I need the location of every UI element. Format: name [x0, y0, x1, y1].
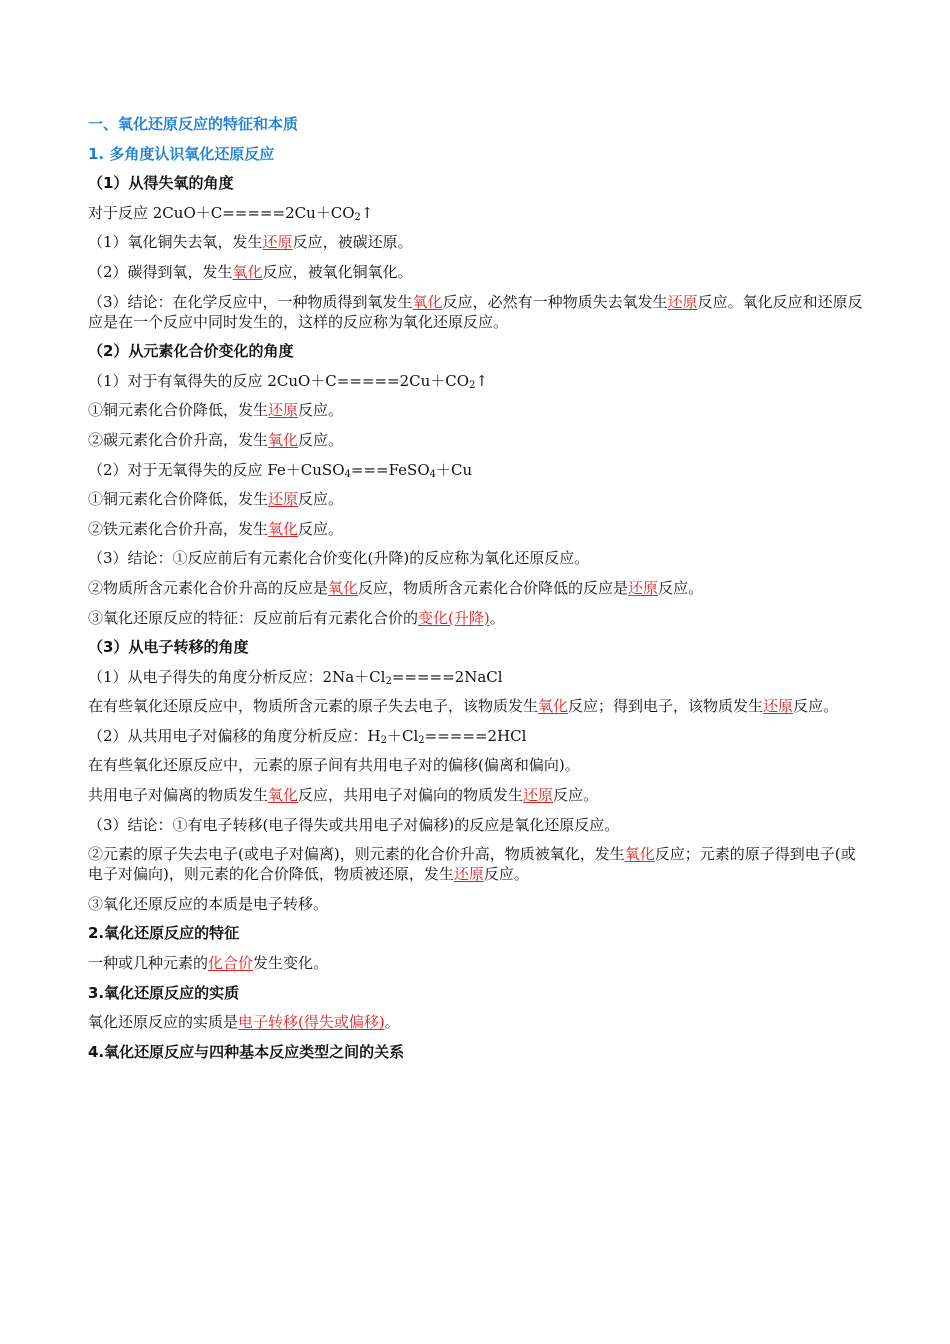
paragraph: （3）结论：①有电子转移(电子得失或共用电子对偏移)的反应是氧化还原反应。 — [88, 815, 620, 834]
paragraph: （1）从电子得失的角度分析反应：$2Na+Cl_2=====2NaCl$ — [88, 667, 503, 687]
document-page — [88, 114, 866, 1071]
answer-key: 还原 — [628, 578, 659, 597]
section-1-1-title: 1. 多角度认识氧化还原反应 — [88, 144, 275, 163]
answer-key: 变化(升降) — [418, 608, 490, 627]
paragraph: ②元素的原子失去电子(或电子对偏离)，则元素的化合价升高，物质被氧化，发生氧化反应；元素的原子得到电子(或电子对偏向)，则元素的化合价降低，物质被还原，发生还原反应。 — [88, 845, 856, 884]
section-1-title: 一、氧化还原反应的特征和本质 — [88, 115, 299, 133]
answer-key: 氧化 — [538, 697, 569, 716]
subsection-valence-title: （2）从元素化合价变化的角度 — [88, 342, 294, 361]
answer-key: 还原 — [763, 697, 794, 716]
paragraph: （2）碳得到氧，发生氧化反应，被氧化铜氧化。 — [88, 262, 413, 281]
answer-key: 还原 — [268, 490, 299, 509]
paragraph: 在有些氧化还原反应中，物质所含元素的原子失去电子，该物质发生氧化反应；得到电子，该物质发生还原反应。 — [88, 697, 839, 716]
paragraph: ②碳元素化合价升高，发生氧化反应。 — [88, 430, 344, 449]
paragraph: ③氧化还原反应的特征：反应前后有元素化合价的变化(升降)。 — [88, 608, 505, 627]
paragraph: ①铜元素化合价降低，发生还原反应。 — [88, 401, 344, 420]
paragraph: （1）对于有氧得失的反应 $2CuO+C=====2Cu+CO_2↑$ — [88, 371, 489, 391]
paragraph: （1）氧化铜失去氧，发生还原反应，被碳还原。 — [88, 233, 413, 252]
subsection-electron-title: （3）从电子转移的角度 — [88, 638, 249, 657]
answer-key: 还原 — [268, 401, 299, 420]
reaction-intro: 对于反应 $2CuO+C=====2Cu+CO_2↑$ — [88, 203, 374, 223]
answer-key: 电子转移(得失或偏移) — [238, 1013, 385, 1032]
answer-key: 还原 — [667, 292, 698, 311]
paragraph: （2）从共用电子对偏移的角度分析反应：$H_2+Cl_2=====2HCl$ — [88, 726, 527, 746]
paragraph: 共用电子对偏离的物质发生氧化反应，共用电子对偏向的物质发生还原反应。 — [88, 786, 599, 805]
paragraph: 一种或几种元素的化合价发生变化。 — [88, 954, 329, 973]
answer-key: 氧化 — [268, 786, 299, 805]
section-4-title: 4.氧化还原反应与四种基本反应类型之间的关系 — [88, 1042, 405, 1061]
paragraph: 在有些氧化还原反应中，元素的原子间有共用电子对的偏移(偏离和偏向)。 — [88, 756, 580, 775]
paragraph: （3）结论：在化学反应中，一种物质得到氧发生氧化反应，必然有一种物质失去氧发生还原反应。氧化反应和还原反应是在一个反应中同时发生的，这样的反应称为氧化还原反应。 — [88, 292, 863, 331]
answer-key: 氧化 — [232, 262, 263, 281]
paragraph: 氧化还原反应的实质是电子转移(得失或偏移)。 — [88, 1013, 400, 1032]
answer-key: 氧化 — [412, 292, 443, 311]
paragraph: ①铜元素化合价降低，发生还原反应。 — [88, 490, 344, 509]
answer-key: 化合价 — [208, 954, 254, 973]
answer-key: 还原 — [523, 786, 554, 805]
section-3-title: 3.氧化还原反应的实质 — [88, 983, 240, 1002]
paragraph: ③氧化还原反应的本质是电子转移。 — [88, 894, 329, 913]
paragraph: ②物质所含元素化合价升高的反应是氧化反应，物质所含元素化合价降低的反应是还原反应。 — [88, 578, 704, 597]
answer-key: 还原 — [262, 233, 293, 252]
answer-key: 还原 — [453, 865, 484, 884]
paragraph: ②铁元素化合价升高，发生氧化反应。 — [88, 519, 344, 538]
answer-key: 氧化 — [268, 519, 299, 538]
answer-key: 氧化 — [328, 578, 359, 597]
paragraph: （2）对于无氧得失的反应 Fe＋CuSO$_4$===FeSO$_4$＋Cu — [88, 460, 473, 480]
answer-key: 氧化 — [624, 845, 655, 864]
paragraph: （3）结论：①反应前后有元素化合价变化(升降)的反应称为氧化还原反应。 — [88, 549, 590, 568]
subsection-oxygen-title: （1）从得失氧的角度 — [88, 174, 234, 193]
answer-key: 氧化 — [268, 430, 299, 449]
section-2-title: 2.氧化还原反应的特征 — [88, 924, 240, 943]
